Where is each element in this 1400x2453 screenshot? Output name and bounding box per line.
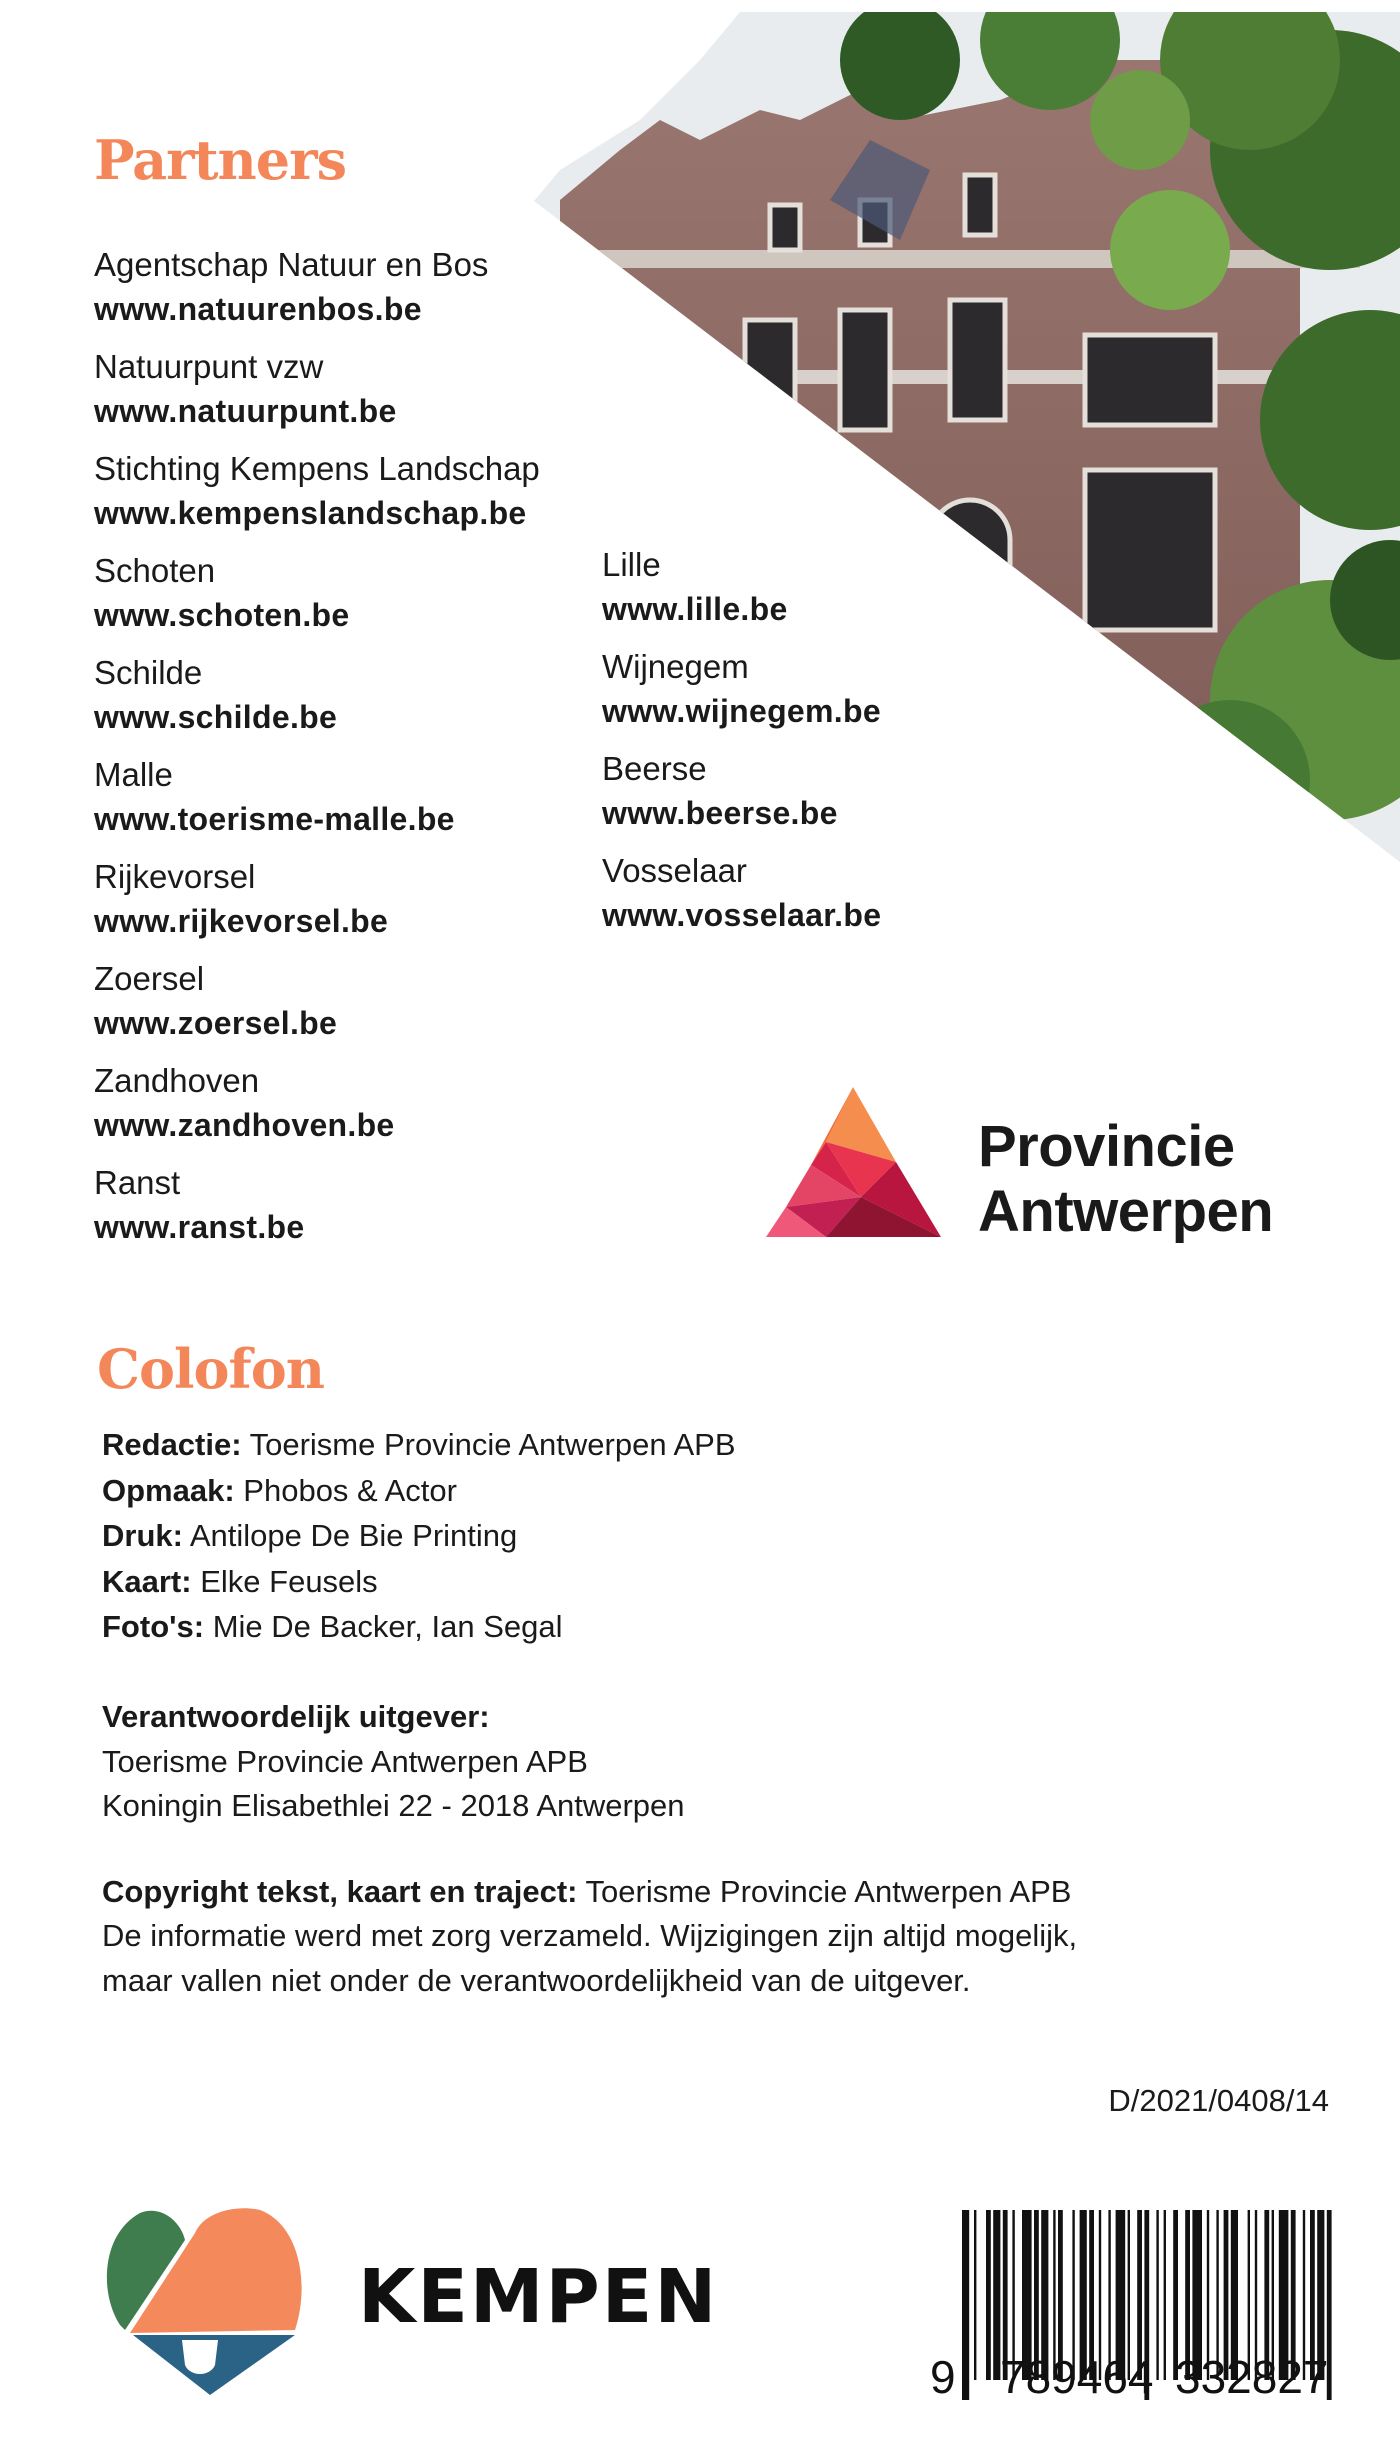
partner-name: Ranst xyxy=(94,1164,181,1201)
barcode-bar xyxy=(962,2210,969,2400)
partner-url-link[interactable]: www.natuurpunt.be xyxy=(94,393,397,429)
partner-url-link[interactable]: www.zandhoven.be xyxy=(94,1107,395,1143)
partner-url-link[interactable]: www.schilde.be xyxy=(94,699,338,735)
legal-deposit-number: D/2021/0408/14 xyxy=(1108,2083,1329,2118)
credit-label: Foto's: xyxy=(102,1609,205,1644)
credit-line xyxy=(102,1472,457,1508)
provincie-antwerpen-logo-text xyxy=(978,1115,1273,1245)
partner-name: Wijnegem xyxy=(602,648,749,685)
logo-line-1: Provincie xyxy=(978,1114,1235,1179)
credit-line xyxy=(102,1429,736,1460)
provincie-antwerpen-logo-icon xyxy=(766,1087,941,1239)
partner-name: Schoten xyxy=(94,552,216,589)
logo-line-2: Antwerpen xyxy=(978,1178,1274,1244)
kempen-heart-logo-icon xyxy=(100,2205,310,2400)
kempen-logo-text: KEMPEN xyxy=(358,2254,719,2340)
partner-name: Zandhoven xyxy=(94,1062,260,1099)
copyright-line: Copyright tekst, kaart en traject: Toerisme Provincie Antwerpen APB xyxy=(102,1874,1072,1909)
barcode-bar xyxy=(1164,2210,1166,2380)
partner-name: Zoersel xyxy=(94,960,205,997)
partner-url-link[interactable]: www.natuurenbos.be xyxy=(94,291,422,327)
barcode-bar xyxy=(1156,2210,1158,2380)
credit-label: Kaart: xyxy=(102,1563,192,1599)
partner-name: Rijkevorsel xyxy=(94,858,256,895)
partner-url-link[interactable]: www.rijkevorsel.be xyxy=(94,903,389,939)
partner-url-link[interactable]: www.lille.be xyxy=(602,591,788,627)
credit-label: Druk: xyxy=(102,1518,183,1553)
barcode-digit-first: 9 xyxy=(930,2351,956,2403)
barcode-bar xyxy=(986,2210,991,2380)
publisher-name: Toerisme Provincie Antwerpen APB xyxy=(102,1744,588,1779)
colofon-heading: Colofon xyxy=(97,1337,325,1401)
partner-name: Natuurpunt vzw xyxy=(94,348,324,385)
partner-name: Malle xyxy=(94,756,173,793)
credit-value: Phobos & Actor xyxy=(243,1472,457,1508)
barcode-digits-group-2: 332827 xyxy=(1175,2351,1329,2403)
credit-line xyxy=(102,1563,378,1599)
credit-label: Redactie: xyxy=(102,1427,242,1462)
partner-url-link[interactable]: www.schoten.be xyxy=(94,597,350,633)
barcode-bar xyxy=(974,2210,976,2380)
disclaimer-line-1: De informatie werd met zorg verzameld. Wijzigingen zijn altijd mogelijk, xyxy=(102,1918,1078,1953)
partner-url-link[interactable]: www.ranst.be xyxy=(94,1209,305,1245)
partner-url-link[interactable]: www.toerisme-malle.be xyxy=(94,801,455,837)
credit-line xyxy=(102,1520,517,1551)
credit-value: Toerisme Provincie Antwerpen APB xyxy=(249,1427,736,1462)
partner-url-link[interactable]: www.vosselaar.be xyxy=(602,897,882,933)
credit-label: Opmaak: xyxy=(102,1472,235,1508)
partners-heading: Partners xyxy=(94,128,347,192)
credit-value: Elke Feusels xyxy=(200,1563,378,1599)
partner-url-link[interactable]: www.zoersel.be xyxy=(94,1005,338,1041)
partner-name: Schilde xyxy=(94,654,203,691)
partner-name: Agentschap Natuur en Bos xyxy=(94,246,489,283)
partner-url-link[interactable]: www.wijnegem.be xyxy=(602,693,881,729)
barcode-digits-group-1: 789464 xyxy=(1000,2351,1154,2403)
credit-value: Antilope De Bie Printing xyxy=(189,1518,518,1553)
partner-name: Lille xyxy=(602,546,661,583)
publisher-address: Koningin Elisabethlei 22 - 2018 Antwerpen xyxy=(102,1788,685,1823)
credit-line xyxy=(102,1611,563,1642)
partner-name: Stichting Kempens Landschap xyxy=(94,450,540,487)
partner-name: Beerse xyxy=(602,750,707,787)
disclaimer-line-2: maar vallen niet onder de verantwoordelijkheid van de uitgever. xyxy=(102,1963,971,1998)
partner-url-link[interactable]: www.kempenslandschap.be xyxy=(94,495,527,531)
credit-value: Mie De Backer, Ian Segal xyxy=(212,1609,563,1644)
partner-name: Vosselaar xyxy=(602,852,747,889)
publisher-label: Verantwoordelijk uitgever: xyxy=(102,1699,490,1734)
partner-url-link[interactable]: www.beerse.be xyxy=(602,795,838,831)
